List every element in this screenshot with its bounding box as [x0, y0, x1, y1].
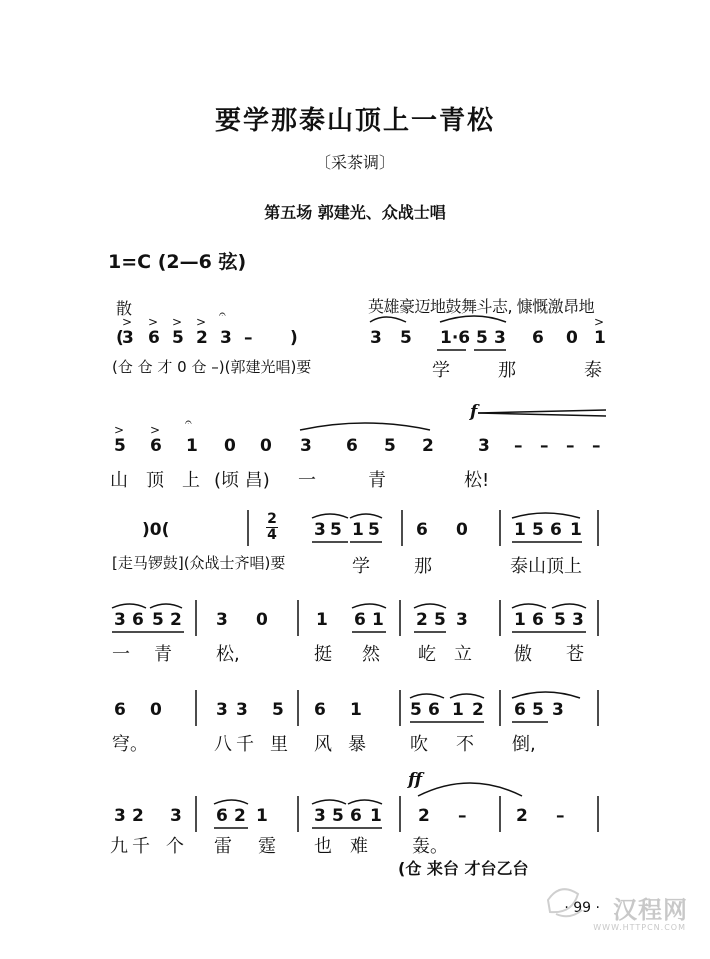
fermata-mark: 𝄐	[219, 307, 226, 321]
note: (	[116, 328, 124, 348]
note: 6	[132, 610, 144, 630]
slur	[512, 692, 580, 698]
note: 2	[132, 806, 144, 826]
lyric: 不	[456, 734, 474, 755]
note: 3	[122, 328, 134, 348]
note: –	[458, 806, 467, 826]
note: 1	[570, 520, 582, 540]
slur	[312, 800, 346, 804]
slur	[440, 316, 506, 322]
note: 2	[516, 806, 528, 826]
dynamic-ff: ff	[408, 770, 423, 790]
note: 6	[350, 806, 362, 826]
lyric: 松,	[216, 644, 240, 665]
note: 3	[456, 610, 468, 630]
note: 2	[196, 328, 208, 348]
note: 3	[236, 700, 248, 720]
accent-mark: >	[150, 423, 161, 437]
lyric: 顶	[146, 470, 164, 491]
note: 6	[354, 610, 366, 630]
note: 0	[456, 520, 468, 540]
slur	[150, 604, 182, 608]
note: )0(	[142, 520, 170, 540]
note: 0	[150, 700, 162, 720]
note: 6	[150, 436, 162, 456]
lyric: 雷	[214, 836, 232, 857]
lyric: 然	[362, 644, 380, 665]
dynamic-f: f	[470, 402, 478, 422]
lyric: 倒,	[512, 734, 536, 755]
lyric: 那	[414, 556, 432, 577]
note: 6	[514, 700, 526, 720]
lyric: 青	[368, 470, 386, 491]
note: 2	[422, 436, 434, 456]
slur	[214, 800, 248, 804]
lyric: 傲	[514, 644, 532, 665]
lyric: 泰	[584, 360, 602, 381]
lyric: 上	[182, 470, 200, 491]
lyric: 青	[154, 644, 172, 665]
note: 6	[532, 328, 544, 348]
lyric: 个	[166, 836, 184, 857]
note: 2	[418, 806, 430, 826]
note: 1	[452, 700, 464, 720]
note: 5	[330, 520, 342, 540]
note: 3	[114, 806, 126, 826]
slur	[450, 694, 484, 698]
percussion-line: (仓 来台 才台乙台	[398, 859, 529, 878]
note: 3	[216, 700, 228, 720]
watermark-url: WWW.HTTPCN.COM	[593, 923, 686, 932]
note: 5	[476, 328, 488, 348]
note: 6	[314, 700, 326, 720]
note: 6	[550, 520, 562, 540]
note: 2	[416, 610, 428, 630]
tempo-marking: 散	[116, 299, 133, 318]
note: 3	[216, 610, 228, 630]
note: 3	[552, 700, 564, 720]
note: 1	[594, 328, 606, 348]
note: 0	[256, 610, 268, 630]
lyric: [走马锣鼓](众战士齐唱)要	[112, 554, 286, 572]
lyric: 松!	[464, 470, 490, 491]
note: 5	[272, 700, 284, 720]
note: 1	[186, 436, 198, 456]
lyric: 学	[352, 556, 370, 577]
note: 3	[572, 610, 584, 630]
note: 3	[314, 806, 326, 826]
note: 5	[368, 520, 380, 540]
note: 5	[172, 328, 184, 348]
slur	[414, 604, 446, 608]
note: 6	[416, 520, 428, 540]
note: 3	[114, 610, 126, 630]
lyric: 一	[298, 470, 316, 491]
lyric: 霆	[258, 836, 276, 857]
lyric: 风	[314, 734, 332, 755]
lyric: 千	[132, 836, 150, 857]
time-signature-top: 2	[267, 511, 277, 527]
lyric: 屹	[418, 644, 436, 665]
slur	[348, 800, 382, 804]
lyric: 学	[432, 360, 450, 381]
note: 1	[514, 610, 526, 630]
note: 1	[352, 520, 364, 540]
watermark: 汉程网	[613, 896, 688, 924]
note: 0	[566, 328, 578, 348]
accent-mark: >	[172, 315, 183, 329]
fermata-mark: 𝄐	[185, 415, 192, 429]
note: 5	[400, 328, 412, 348]
note: )	[290, 328, 298, 348]
lyric: 那	[498, 360, 516, 381]
lyric: 山	[110, 470, 128, 491]
note: 1·6	[440, 328, 471, 348]
note: 3	[220, 328, 232, 348]
note: 1	[256, 806, 268, 826]
key-signature: 1=C (2—6 弦)	[108, 251, 247, 273]
lyric: 挺	[314, 644, 332, 665]
lyric: 千	[236, 734, 254, 755]
note: 1	[350, 700, 362, 720]
note: 3	[300, 436, 312, 456]
note: 2	[472, 700, 484, 720]
note: 5	[532, 700, 544, 720]
lyric: 一	[112, 644, 130, 665]
watermark-logo-icon	[548, 889, 582, 916]
note: 1	[370, 806, 382, 826]
slur	[410, 694, 444, 698]
note: 6	[346, 436, 358, 456]
song-title: 要学那泰山顶上一青松	[214, 106, 495, 136]
time-signature-bottom: 4	[267, 527, 277, 543]
note: 5	[114, 436, 126, 456]
crescendo-line	[478, 413, 606, 416]
lyric: 也	[314, 836, 332, 857]
slur	[512, 604, 546, 608]
lyric: 苍	[566, 644, 584, 665]
note: –	[592, 436, 601, 456]
note: 5	[152, 610, 164, 630]
note: 6	[216, 806, 228, 826]
note: 0	[224, 436, 236, 456]
slur	[112, 604, 146, 608]
note: 5	[532, 520, 544, 540]
lyric: (顷 昌)	[214, 470, 270, 491]
note: –	[540, 436, 549, 456]
slur	[352, 604, 386, 608]
page-number: · 99 ·	[564, 900, 600, 916]
slur	[418, 783, 522, 796]
lyric: 暴	[348, 734, 366, 755]
slur	[312, 514, 348, 518]
note: 3	[370, 328, 382, 348]
note: 5	[384, 436, 396, 456]
slur	[350, 514, 382, 518]
lyric: 泰山顶上	[510, 556, 582, 577]
lyric: 里	[270, 734, 288, 755]
slur	[300, 423, 430, 430]
note: –	[514, 436, 523, 456]
lyric: 吹	[410, 734, 428, 755]
lyric: 九	[110, 836, 128, 857]
note: 6	[148, 328, 160, 348]
note: 5	[554, 610, 566, 630]
note: 0	[260, 436, 272, 456]
note: –	[566, 436, 575, 456]
note: 6	[114, 700, 126, 720]
note: 6	[428, 700, 440, 720]
accent-mark: >	[196, 315, 207, 329]
accent-mark: >	[148, 315, 159, 329]
note: –	[556, 806, 565, 826]
accent-mark: >	[594, 315, 605, 329]
note: 1	[316, 610, 328, 630]
note: 1	[372, 610, 384, 630]
note: 3	[478, 436, 490, 456]
note: 1	[514, 520, 526, 540]
note: 5	[332, 806, 344, 826]
slur	[370, 317, 406, 322]
expression-text: 英雄豪迈地鼓舞斗志, 慷慨激昂地	[368, 297, 595, 316]
lyric: (仓 仓 才 0 仓 –)(郭建光唱)要	[112, 358, 312, 376]
note: 3	[314, 520, 326, 540]
note: 5	[434, 610, 446, 630]
note: 3	[494, 328, 506, 348]
note: 5	[410, 700, 422, 720]
note: 3	[170, 806, 182, 826]
note: –	[244, 328, 253, 348]
crescendo-line	[478, 410, 606, 413]
scene-credit: 第五场 郭建光、众战士唱	[264, 203, 446, 222]
lyric: 立	[454, 644, 472, 665]
lyric: 难	[350, 836, 368, 857]
note: 2	[234, 806, 246, 826]
slur	[512, 513, 580, 518]
lyric: 八	[214, 734, 232, 755]
song-subtitle: 〔采茶调〕	[314, 153, 395, 172]
slur	[552, 604, 586, 608]
lyric: 穹。	[112, 734, 148, 755]
accent-mark: >	[122, 315, 133, 329]
accent-mark: >	[114, 423, 125, 437]
lyric: 轰。	[412, 836, 448, 857]
note: 6	[532, 610, 544, 630]
note: 2	[170, 610, 182, 630]
